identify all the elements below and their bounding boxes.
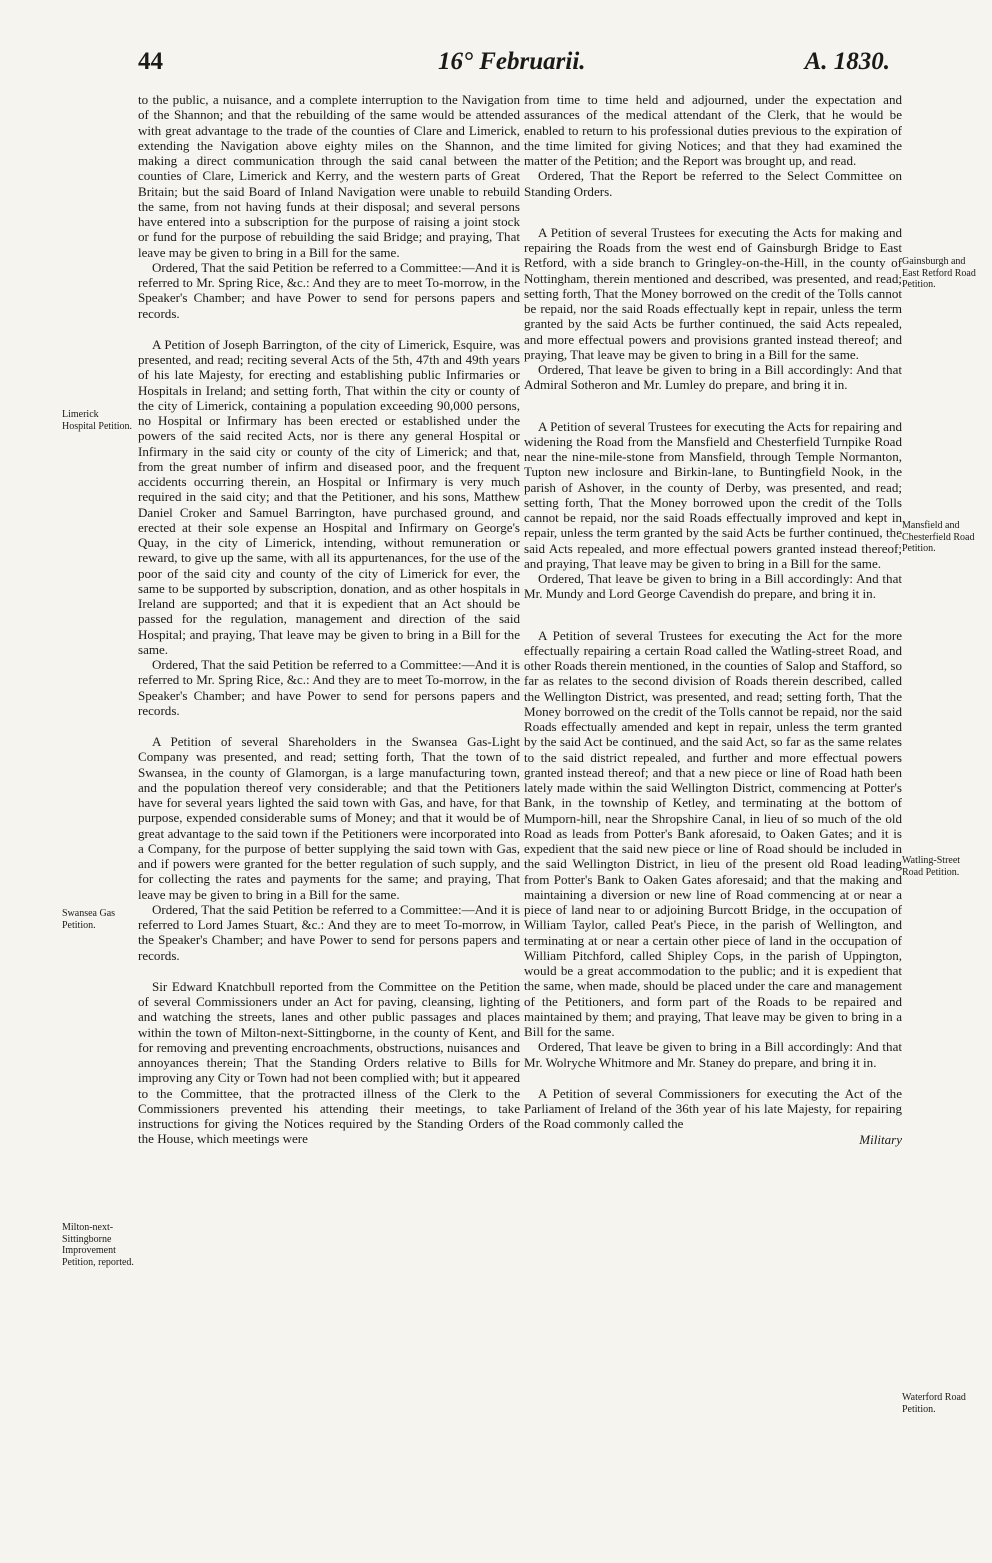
paragraph: Ordered, That the Report be referred to the Select Committee on Standing Orders.: [524, 168, 902, 199]
page-year: A. 1830.: [804, 48, 890, 75]
margin-note-gainsburgh: Gainsburgh and East Retford Road Petition.: [902, 256, 976, 290]
paragraph: Ordered, That leave be given to bring in a Bill accordingly: And that Admiral Sotheron and Mr. Lumley do prepare, and bring it in.: [524, 362, 902, 393]
paragraph: Sir Edward Knatchbull reported from the Committee on the Petition of several Commissioners under an Act for paving, cleansing, lighting and watching the streets, lanes and other public passages and places within the town of Milton-next-Sittingborne, in the county of Kent, and for removing and preventing encroachments, obstructions, nuisances and annoyances therein; That the Standing Orders relative to Bills for improving any City or Town had not been complied with; but it appeared to the Committee, that the protracted illness of the Clerk to the Commissioners prevented his attending their meetings, to take instructions for giving the Notices required by the Standing Orders of the House, which meetings were: [138, 978, 520, 1147]
paragraph: Ordered, That leave be given to bring in a Bill accordingly: And that Mr. Mundy and Lord George Cavendish do prepare, and bring it in.: [524, 571, 902, 602]
paragraph: Ordered, That leave be given to bring in a Bill accordingly: And that Mr. Wolryche Whitmore and Mr. Staney do prepare, and bring it in.: [524, 1039, 902, 1070]
paragraph: Ordered, That the said Petition be referred to a Committee:—And it is referred to Mr. Spring Rice, &c.: And they are to meet To-morrow, in the Speaker's Chamber; and have Power to send for persons papers and records.: [138, 657, 520, 718]
paragraph: Ordered, That the said Petition be referred to a Committee:—And it is referred to Mr. Spring Rice, &c.: And they are to meet To-morrow, in the Speaker's Chamber; and have Power to send for persons papers and records.: [138, 259, 520, 321]
paragraph: from time to time held and adjourned, under the expectation and assurances of the medical attendant of the Clerk, that he would be enabled to return to his professional duties previous to the expiration of the time limited for giving Notices; and that they had examined the matter of the Petition; and the Report was brought up, and read.: [524, 92, 902, 168]
paragraph: Ordered, That the said Petition be referred to a Committee:—And it is referred to Lord James Stuart, &c.: And they are to meet To-morrow, in the Speaker's Chamber; and have Power to send for persons papers and records.: [138, 901, 520, 963]
paragraph: A Petition of several Trustees for executing the Act for the more effectually repairing a certain Road called the Watling-street Road, and other Roads therein mentioned, in the counties of Salop and Stafford, so far as relates to the second division of Roads therein described, called the Wellington District, was presented, and read; setting forth, That the Money borrowed on the credit of the Tolls cannot be repaid, nor the said Roads effectually amended and kept in repair, unless the term granted by the said Act be continued, and the said Act, so far as the same relates to the said district repealed, and further and more effectual powers granted instead thereof; and that a new piece or line of Road hath been lately made within the said Wellington District, commencing at Potter's Bank, in the township of Ketley, and terminating at the bottom of Mumporn-hill, near the Shropshire Canal, in lieu of so much of the old Road as leads from Potter's Bank aforesaid, to Oaken Gates; and it is expedient that the said new piece or line of Road should be included in the said Wellington District, in lieu of the present old Road leading from Potter's Bank to Oaken Gates aforesaid; and that the making and maintaining a diversion or new line of Road commencing at or near a piece of land near to or adjoining Burcott Bridge, in the occupation of William Taylor, called Peat's Piece, in the parish of Wellington, and terminating at or near a certain other piece of land in the occupation of William Pitchford, called Shipley Cops, in the parish of Uppington, would be a great accommodation to the public; and it is expedient that the same, when made, should be placed under the care and management of the Petitioners, and form part of the Roads to be repaired and maintained by them; and praying, That leave may be given to bring in a Bill for the same.: [524, 627, 902, 1039]
paragraph: A Petition of Joseph Barrington, of the city of Limerick, Esquire, was presented, and read; reciting several Acts of the 5th, 47th and 49th years of his late Majesty, for erecting and establishing public Infirmaries or Hospitals in Ireland; and setting forth, That within the city or county of the city of Limerick, containing a population exceeding 90,000 persons, no Hospital or Infirmary has been erected or established under the powers of the said recited Acts, nor is there any general Hospital or Infirmary in the said city or county of the city of Limerick; and that, from the great number of infirm and diseased poor, and the frequent accidents occurring therein, an Hospital or Infirmary is very much required in the said city; and that the Petitioner, and his sons, Matthew Daniel Croker and Samuel Barrington, have purchased ground, and erected at their sole expense an Hospital and Infirmary on George's Quay, in the city of Limerick, intending, without remuneration or reward, to give up the same, with all its appurtenances, for the use of the poor of the said city and county of the city of Limerick for ever, the same to be supported by subscription, donation, and as other hospitals in Ireland are supported; and that it is expedient that an Act should be passed for the regulation, management and direction of the said Hospital; and praying, That leave may be given to bring in a Bill for the same.: [138, 336, 520, 657]
margin-note-mansfield: Mansfield and Chesterfield Road Petition.: [902, 520, 975, 554]
margin-note-swansea: Swansea Gas Petition.: [62, 908, 116, 931]
margin-note-milton: Milton-next-Sittingborne Improvement Petition, reported.: [62, 1222, 134, 1268]
paragraph: A Petition of several Trustees for executing the Acts for making and repairing the Roads from the west end of Gainsburgh Bridge to East Retford, with a side branch to Gringley-on-the-Hill, in the county of Nottingham, therein mentioned and described, was presented, and read; setting forth, That the Money borrowed on the credit of the Tolls cannot be repaid, nor the said Roads effectually kept in repair, unless the term granted by the said Acts be further continued, the said Acts repealed, and more effectual powers and provisions granted instead thereof; and praying, That leave may be given to bring in a Bill for the same.: [524, 224, 902, 362]
left-column: [138, 92, 520, 1147]
margin-note-waterford: Waterford Road Petition.: [902, 1392, 966, 1415]
right-column: [524, 92, 902, 1147]
paragraph: A Petition of several Commissioners for executing the Act of the Parliament of Ireland of the 36th year of his late Majesty, for repairing the Road commonly called the: [524, 1085, 902, 1132]
margin-note-limerick: Limerick Hospital Petition.: [62, 409, 132, 432]
page-header: [138, 48, 890, 88]
page-date: 16° Februarii.: [438, 48, 586, 75]
catchword: Military: [859, 1131, 902, 1147]
paragraph: A Petition of several Shareholders in the Swansea Gas-Light Company was presented, and read; setting forth, That the town of Swansea, in the county of Glamorgan, is a large manufacturing town, and the population thereof very considerable; and that the Petitioners have for several years lighted the said town with Gas, and have, for that purpose, expended considerable sums of Money; and that it would be of great advantage to the said town if the Petitioners were incorporated into a Company, for the purpose of better supplying the said town with Gas, and if powers were granted for the better regulation of such supply, and for collecting the rates and payments for the same; and praying, That leave may be given to bring in a Bill for the same.: [138, 734, 520, 902]
margin-note-watling: Watling-Street Road Petition.: [902, 855, 961, 878]
paragraph: A Petition of several Trustees for executing the Acts for repairing and widening the Road from the Mansfield and Chesterfield Turnpike Road near the nine-mile-stone from Mansfield, through Temple Normanton, Tupton new inclosure and Birkin-lane, to Buntingfield Nook, in the parish of Ashover, in the county of Derby, was presented, and read; setting forth, That the Money borrowed upon the credit of the Tolls cannot be repaid, nor the said Roads effectually improved and kept in repair, unless the term granted by the said Acts be further continued, the said Acts repealed, and more effectual powers granted instead thereof; and praying, That leave may be given to bring in a Bill for the same.: [524, 418, 902, 571]
paragraph: to the public, a nuisance, and a complete interruption to the Navigation of the Shannon; and that the rebuilding of the same would be attended with great advantage to the trade of the counties of Clare and Limerick, extending the Navigation above eighty miles on the Shannon, and making a direct communication through the said canal between the counties of Clare, Limerick and Kerry, and the western parts of Great Britain; but the said Board of Inland Navigation were unable to rebuild the same, from not having funds at their disposal; and several persons have entered into a subscription for the purpose of raising a joint stock or fund for the purpose of rebuilding the said Bridge; and praying, That leave may be given to bring in a Bill for the same.: [138, 92, 520, 260]
page-number: 44: [138, 48, 163, 75]
